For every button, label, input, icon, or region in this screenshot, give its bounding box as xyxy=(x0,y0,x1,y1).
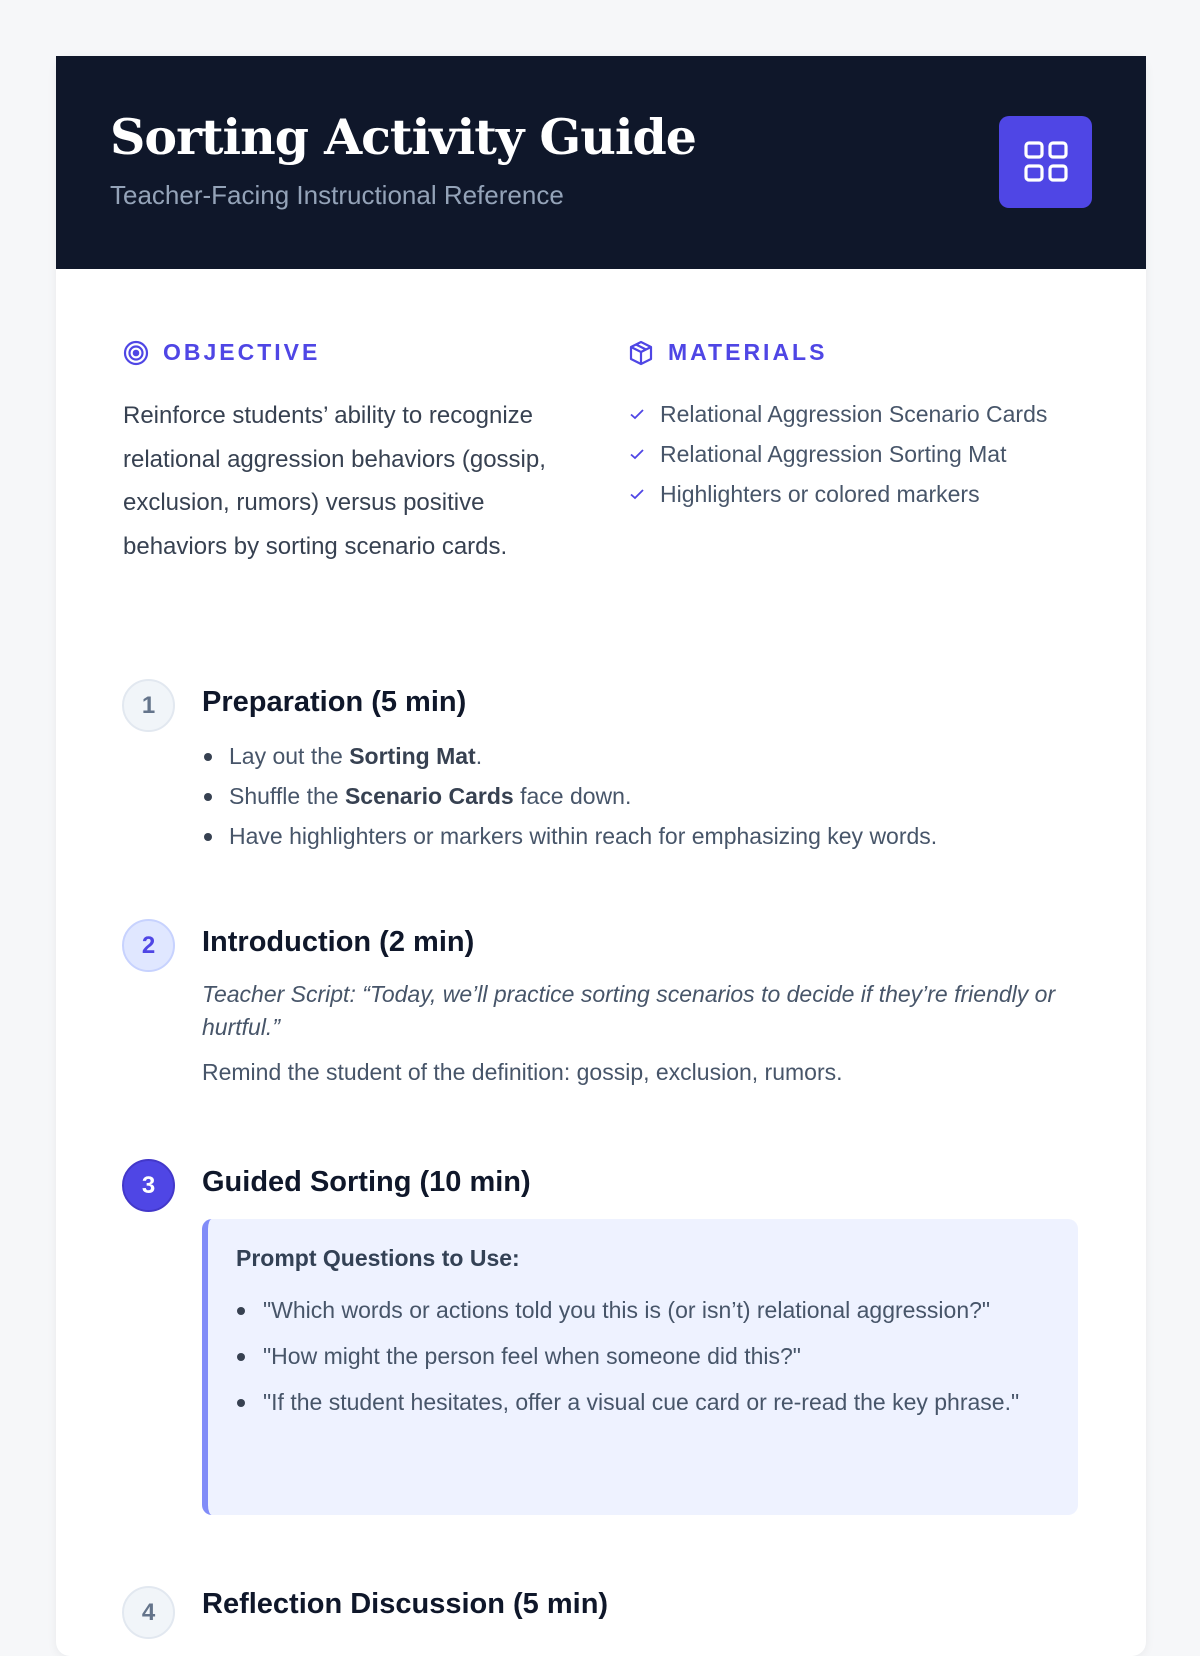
objective-label: OBJECTIVE xyxy=(163,339,321,365)
target-icon xyxy=(123,340,149,366)
step-3-title: Guided Sorting (10 min) xyxy=(202,1166,531,1198)
step-4-title: Reflection Discussion (5 min) xyxy=(202,1588,609,1620)
materials-label: MATERIALS xyxy=(668,339,828,365)
material-item: Relational Aggression Scenario Cards xyxy=(660,400,1048,427)
objective-heading xyxy=(123,339,320,366)
list-item: Shuffle the Scenario Cards face down. xyxy=(202,776,937,816)
list-item: "Which words or actions told you this is (or isn’t) relational aggression?" xyxy=(236,1294,1036,1327)
prompt-questions-box xyxy=(202,1219,1078,1515)
teacher-script: Teacher Script: “Today, we’ll practice sorting scenarios to decide if they’re friendly or hurtful.” xyxy=(202,981,1056,1040)
check-icon xyxy=(628,485,646,503)
step-2-badge: 2 xyxy=(122,919,175,972)
guide-card xyxy=(56,56,1146,1656)
step-1-badge: 1 xyxy=(122,679,175,732)
list-item: Have highlighters or markers within reach for emphasizing key words. xyxy=(202,816,937,856)
page-subtitle: Teacher-Facing Instructional Reference xyxy=(110,180,564,210)
list-item xyxy=(628,394,1047,434)
check-icon xyxy=(628,445,646,463)
header xyxy=(56,56,1146,269)
step-2-title: Introduction (2 min) xyxy=(202,926,475,958)
step-1-title: Preparation (5 min) xyxy=(202,686,467,718)
step-4-badge: 4 xyxy=(122,1586,175,1639)
list-item xyxy=(628,434,1047,474)
box-icon xyxy=(628,340,654,366)
grid-menu-button[interactable] xyxy=(999,116,1092,208)
check-icon xyxy=(628,405,646,423)
definition-reminder: Remind the student of the definition: gossip, exclusion, rumors. xyxy=(202,1059,843,1085)
page-title: Sorting Activity Guide xyxy=(110,108,696,166)
list-item: "If the student hesitates, offer a visual cue card or re-read the key phrase." xyxy=(236,1386,1036,1419)
list-item: "How might the person feel when someone did this?" xyxy=(236,1340,1036,1373)
grid-icon xyxy=(1023,139,1069,185)
step-1-list xyxy=(202,736,937,856)
material-item: Relational Aggression Sorting Mat xyxy=(660,440,1007,467)
prompt-heading: Prompt Questions to Use: xyxy=(236,1245,520,1271)
materials-heading xyxy=(628,339,827,366)
material-item: Highlighters or colored markers xyxy=(660,480,980,507)
list-item xyxy=(628,474,1047,514)
prompt-list xyxy=(236,1294,1036,1432)
list-item: Lay out the Sorting Mat. xyxy=(202,736,937,776)
objective-text: Reinforce students’ ability to recognize relational aggression behaviors (gossip, exclusion, rumors) versus positive behaviors by sorting scenario cards. xyxy=(123,402,546,560)
step-3-badge: 3 xyxy=(122,1159,175,1212)
materials-list xyxy=(628,394,1047,514)
